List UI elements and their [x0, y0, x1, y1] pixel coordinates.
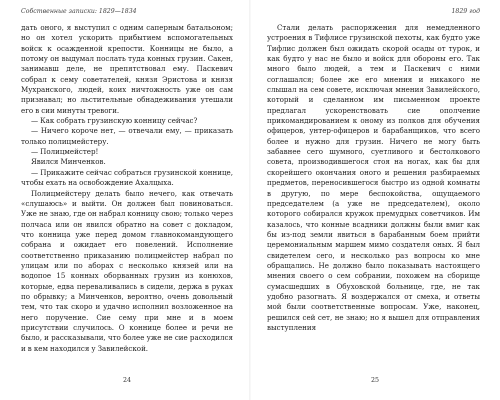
paragraph: — Прикажите сейчас собраться грузинской коннице, чтобы ехать на освобождение Ахалцыха. [21, 167, 233, 188]
page-number-left: 24 [122, 377, 131, 384]
running-head-right: 1829 год [451, 8, 480, 15]
paragraph: — Полицмейстер! [31, 147, 99, 157]
right-page [250, 0, 500, 400]
page-number-right: 25 [370, 377, 379, 384]
paragraph: Стали делать распоряжения для немедленного устроения в Тифлисе грузинской пехоты, как будто уже Тифлис должен был ожидать скорой осады от турок, и как будто у нас не было и войск для обороны его. Так много было людей, а тем и Паскевич с ними соглашался; более же его мнения и никакого не слышал на сем совете, исключая мнения Завилейского, который и сделанном им письменном проекте предлагал ускоренствовать сие ополчение прикомандированием к оному из полков для обучения офицеров, унтер-офицеров и барабанщиков, что всего более и нужно для грузин. Ничего не могу быть забавнее сего шумного, суетливого и бестолкового совета, производившегося стоя на ногах, как бы для скорейшего окончания оного и решения разбираемых предметов, переносившегося быстро из одной комнаты в другую, по мере беспокойства, ощущаемого председателем (а уже не председателем), около которого собирался кружок премудрых советчиков. Им казалось, что конные всадники должны были вмиг как бы из-под земли явиться в барабанным боем прийти церемониальным маршем мимо создателя оных. Я был свидетелем сего, и несколько раз вопросы ко мне обращались. Не должно было показывать настоящего мнения своего о сем собрании, похожем на сборище сумасшедших в Обуховской больнице, где, не так удобно разогнать. Я воздержался от смеха, и ответы мой были соответственные вопросам. Уже, наконец, решился сей сет, не знаю; но я вышел для отправления выступления [267, 23, 480, 332]
right-page-text [267, 23, 480, 333]
paragraph: — Ничего короче нет, — отвечали ему, — приказать только полицмейстеру. [21, 126, 233, 146]
left-page-text [21, 23, 233, 354]
paragraph: дать оного, я выступил с одним саперным батальоном; но он хотел ускорить прибытием вспомогательных войск к осажденной крепости. Конницы не было, а потому он выдумал послать туда конных грузин. Сакен, занимавш деле, не препятствовал ему. Паскевич собрал к сему советателей, князя Эристова и князя Мухранского, людей, коих ничтожность уже он сам признавал; но льстительные обнадеживания утешали его в сии минуты тревоги. [21, 23, 233, 115]
paragraph: Явился Минченков. [31, 157, 106, 167]
paragraph: — Как собрать грузинскую конницу сейчас? [31, 116, 198, 126]
paragraph: Полицмейстеру делать было нечего, как отвечать «слушаюсь» и выйти. Он должен был повиноваться. Уже не знаю, где он набрал конницу свою; только через полчаса или он явился обратно на совет с докладом, что конница уже перед домом главнокомандующего собрана и ожидает его повелений. Исполнение соответственно приказанию полицмейстер набрал по улицам или по аборах с несколько князей или на водопое 15 конных оборванных грузин из конюхов, которые, едва переваливались в сидели, держа в руках по обрывку; а Минченков, вероятно, очень довольный тем, что так скоро и удачно исполнил возложенное на него поручение. Сие сему при мне и в моем присутствии случилось. О коннице более и речи не было, и рассказывали, что более уже не сие расходился и в кем находился у Завилейской. [21, 188, 233, 353]
running-head-left: Собственные записки: 1829—1834 [21, 8, 137, 15]
